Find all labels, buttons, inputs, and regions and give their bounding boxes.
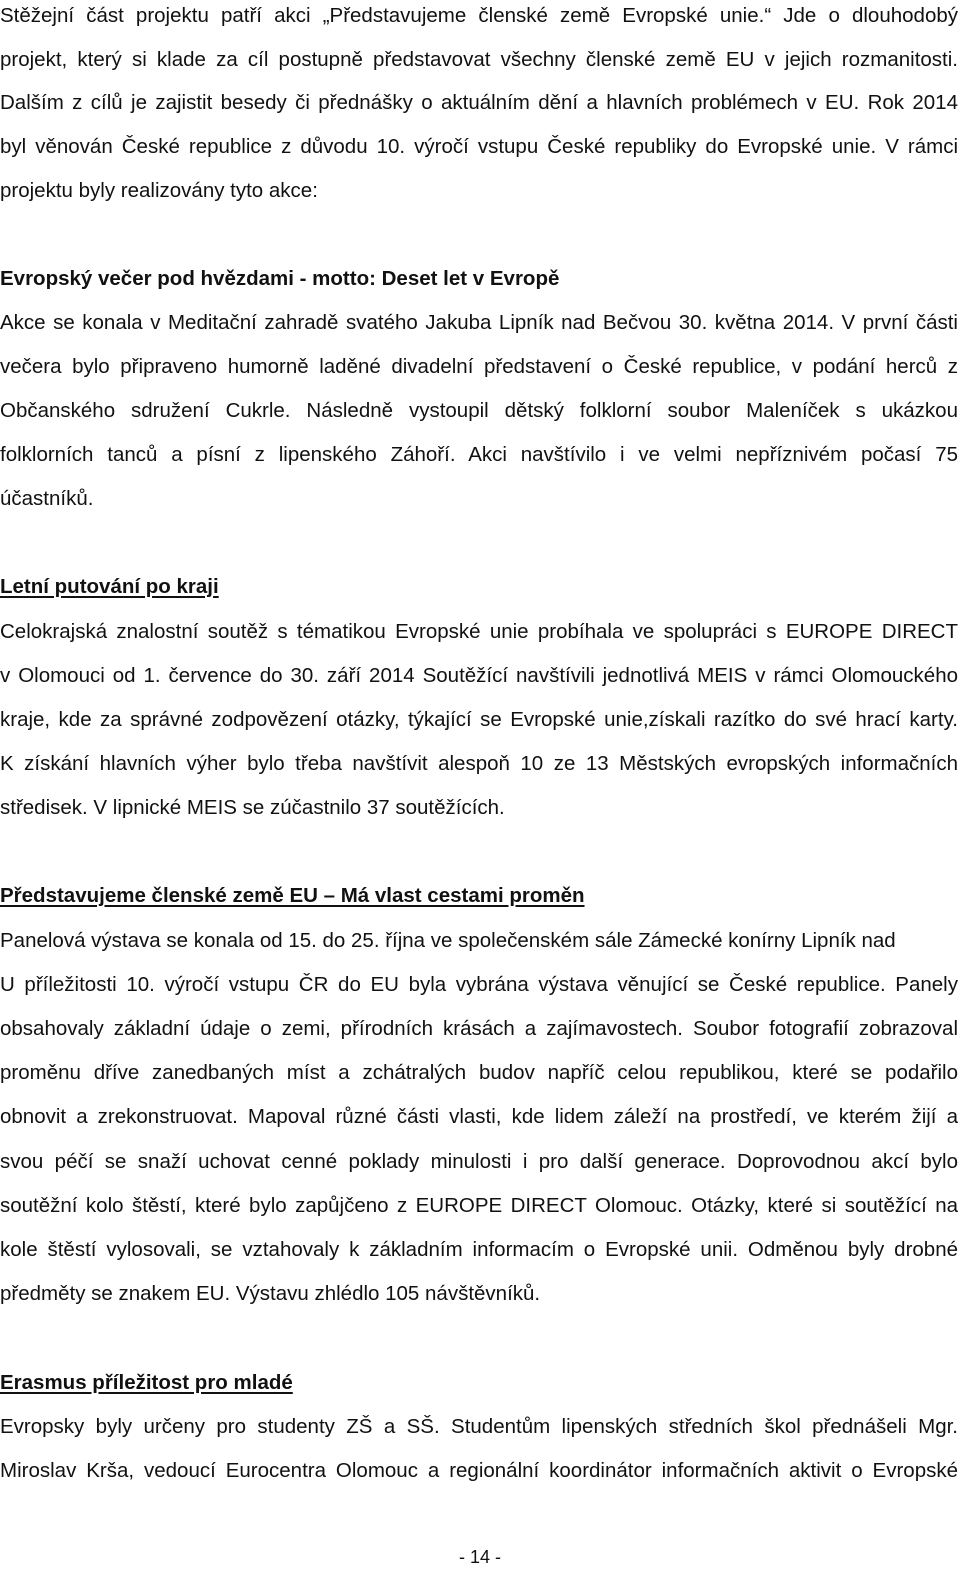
- section-body-line: Občanského sdružení Cukrle. Následně vystoupil dětský folklorní soubor Maleníček s ukázkou: [0, 399, 958, 422]
- section-body-line: Panelová výstava se konala od 15. do 25. října ve společenském sále Zámecké konírny Lipník nad: [0, 929, 896, 952]
- section-body-line: folklorních tanců a písní z lipenského Záhoří. Akci navštívilo i ve velmi nepříznivém počasí 75: [0, 443, 958, 466]
- intro-line: projekt, který si klade za cíl postupně představovat všechny členské země EU v jejich rozmanitosti.: [0, 48, 958, 71]
- intro-line: projektu byly realizovány tyto akce:: [0, 179, 318, 202]
- section-body-line: obnovit a zrekonstruovat. Mapoval různé části vlasti, kde lidem záleží na prostředí, ve kterém žijí a: [0, 1105, 958, 1128]
- intro-line: byl věnován České republice z důvodu 10. výročí vstupu České republiky do Evropské unie. V rámci: [0, 135, 958, 158]
- section-body-line: Evropsky byly určeny pro studenty ZŠ a SŠ. Studentům lipenských středních škol přednášeli Mgr.: [0, 1415, 958, 1438]
- intro-line: Stěžejní část projektu patří akci „Představujeme členské země Evropské unie.“ Jde o dlouhodobý: [0, 4, 958, 27]
- section-heading-predstavujeme-zeme: Představujeme členské země EU – Má vlast cestami proměn: [0, 884, 585, 907]
- page-number: - 14 -: [458, 1547, 501, 1567]
- section-body-line: kraje, kde za správné zodpovězení otázky, týkající se Evropské unie,získali razítko do své hrací karty.: [0, 708, 958, 731]
- section-body-line: středisek. V lipnické MEIS se zúčastnilo 37 soutěžících.: [0, 796, 505, 819]
- section-body-line: obsahovaly základní údaje o zemi, přírodních krásách a zajímavostech. Soubor fotografií zobrazoval: [0, 1017, 958, 1040]
- section-body-line: v Olomouci od 1. července do 30. září 2014 Soutěžící navštívili jednotlivá MEIS v rámci Olomouckého: [0, 664, 958, 687]
- section-body-line: U příležitosti 10. výročí vstupu ČR do EU byla vybrána výstava věnující se České republice. Panely: [0, 973, 958, 996]
- section-body-line: večera bylo připraveno humorně laděné divadelní představení o České republice, v podání herců z: [0, 355, 958, 378]
- intro-line: Dalším z cílů je zajistit besedy či přednášky o aktuálním dění a hlavních problémech v EU. Rok 2014: [0, 91, 958, 114]
- section-body-line: Akce se konala v Meditační zahradě svatého Jakuba Lipník nad Bečvou 30. května 2014. V první části: [0, 311, 958, 334]
- section-heading-letni-putovani: Letní putování po kraji: [0, 575, 219, 598]
- section-body-line: kole štěstí vylosovali, se vztahovaly k základním informacím o Evropské unii. Odměnou byly drobné: [0, 1238, 958, 1261]
- section-body-line: Miroslav Krša, vedoucí Eurocentra Olomouc a regionální koordinátor informačních aktivit o Evropské: [0, 1459, 958, 1482]
- section-heading-evropsky-vecer: Evropský večer pod hvězdami - motto: Deset let v Evropě: [0, 267, 560, 290]
- section-heading-erasmus: Erasmus příležitost pro mladé: [0, 1371, 293, 1394]
- section-body-line: svou péčí se snaží uchovat cenné poklady minulosti i pro další generace. Doprovodnou akcí bylo: [0, 1150, 958, 1173]
- section-body-line: proměnu dříve zanedbaných míst a zchátralých budov napříč celou republikou, které se podařilo: [0, 1061, 958, 1084]
- section-body-line: K získání hlavních výher bylo třeba navštívit alespoň 10 ze 13 Městských evropských informačních: [0, 752, 958, 775]
- section-body-line: účastníků.: [0, 487, 94, 510]
- section-body-line: Celokrajská znalostní soutěž s tématikou Evropské unie probíhala ve spolupráci s EUROPE DIRECT: [0, 620, 958, 643]
- section-body-line: soutěžní kolo štěstí, které bylo zapůjčeno z EUROPE DIRECT Olomouc. Otázky, které si soutěžící na: [0, 1194, 958, 1217]
- section-body-line: předměty se znakem EU. Výstavu zhlédlo 105 návštěvníků.: [0, 1282, 541, 1305]
